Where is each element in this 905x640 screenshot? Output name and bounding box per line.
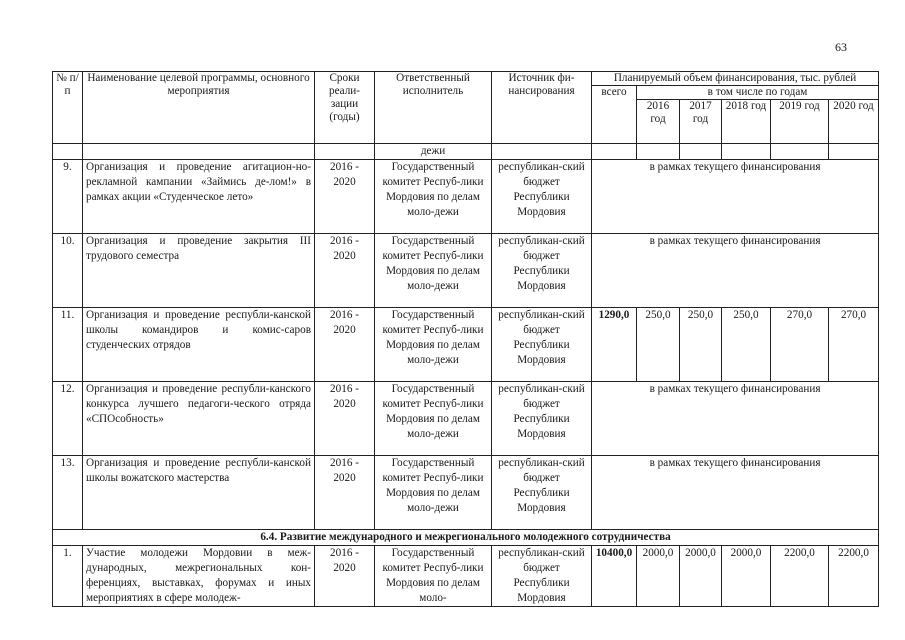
row-year-value: 2000,0 [637,546,680,607]
row-year-value: 2000,0 [722,546,771,607]
row-num: 10. [53,234,83,308]
row-year-value: 250,0 [722,308,771,382]
continuation-row [53,144,879,160]
row-funding-note: в рамках текущего финансирования [592,382,879,456]
row-executor: Государственный комитет Респуб-лики Мордовия по делам моло-дежи [375,234,492,308]
table-row [53,456,879,530]
header-name: Наименование целевой программы, основного мероприятия [83,72,315,144]
header-num: № п/ п [53,72,83,144]
row-year-value: 270,0 [829,308,879,382]
row-num: 11. [53,308,83,382]
table-row [53,308,879,382]
header-funding: Планируемый объем финансирования, тыс. рублей [592,72,879,86]
row-funding-note: в рамках текущего финансирования [592,234,879,308]
row-year-value: 2000,0 [680,546,722,607]
header-source: Источник фи- нансирования [492,72,592,144]
row-period: 2016 - 2020 [315,160,375,234]
row-executor: Государственный комитет Респуб-лики Мордовия по делам моло-дежи [375,456,492,530]
header-row-1 [53,72,879,86]
header-year: 2016 год [637,100,680,144]
header-year: 2019 год [771,100,829,144]
row-total: 10400,0 [592,546,637,607]
row-num: 12. [53,382,83,456]
row-executor: Государственный комитет Респуб-лики Мордовия по делам моло-дежи [375,382,492,456]
row-name: Организация и проведение республи-канского конкурса лучшего педагоги-ческого отряда «СПОсобность» [83,382,315,456]
table-row [53,382,879,456]
executor-cell: дежи [375,144,492,160]
row-funding-note: в рамках текущего финансирования [592,456,879,530]
header-by-years: в том числе по годам [637,86,879,100]
table-row [53,234,879,308]
row-period: 2016 - 2020 [315,308,375,382]
row-source: республикан-ский бюджет Республики Мордовия [492,160,592,234]
row-year-value: 250,0 [637,308,680,382]
table-row [53,546,879,607]
row-funding-note: в рамках текущего финансирования [592,160,879,234]
table-row [53,160,879,234]
row-executor: Государственный комитет Респуб-лики Мордовия по делам моло-дежи [375,160,492,234]
row-period: 2016 - 2020 [315,382,375,456]
row-total: 1290,0 [592,308,637,382]
row-year-value: 2200,0 [829,546,879,607]
section-row [53,530,879,546]
row-period: 2016 - 2020 [315,546,375,607]
header-period: Сроки реали- зации (годы) [315,72,375,144]
row-year-value: 250,0 [680,308,722,382]
row-executor: Государственный комитет Респуб-лики Мордовия по делам моло- [375,546,492,607]
row-name: Участие молодежи Мордовии в меж-дународных, межрегиональных кон-ференциях, выставках, форумах и иных мероприятиях в сфере молодеж- [83,546,315,607]
row-source: республикан-ский бюджет Республики Мордовия [492,234,592,308]
row-name: Организация и проведение республи-канской школы командиров и комис-саров студенческих отрядов [83,308,315,382]
row-num: 1. [53,546,83,607]
row-source: республикан-ский бюджет Республики Мордовия [492,546,592,607]
row-period: 2016 - 2020 [315,456,375,530]
row-year-value: 270,0 [771,308,829,382]
program-table [52,71,879,607]
row-name: Организация и проведение агитацион-но-рекламной кампании «Займись де-лом!» в рамках акции «Студенческое лето» [83,160,315,234]
row-period: 2016 - 2020 [315,234,375,308]
header-year: 2018 год [722,100,771,144]
row-num: 9. [53,160,83,234]
header-year: 2020 год [829,100,879,144]
row-name: Организация и проведение республи-канской школы вожатского мастерства [83,456,315,530]
header-year: 2017 год [680,100,722,144]
row-source: республикан-ский бюджет Республики Мордовия [492,308,592,382]
row-name: Организация и проведение закрытия III трудового семестра [83,234,315,308]
row-num: 13. [53,456,83,530]
header-executor: Ответственный исполнитель [375,72,492,144]
header-total: всего [592,86,637,144]
section-title: 6.4. Развитие международного и межрегионального молодежного сотрудничества [53,530,879,546]
row-executor: Государственный комитет Респуб-лики Мордовия по делам моло-дежи [375,308,492,382]
row-source: республикан-ский бюджет Республики Мордовия [492,382,592,456]
page-number: 63 [835,40,847,54]
row-source: республикан-ский бюджет Республики Мордовия [492,456,592,530]
row-year-value: 2200,0 [771,546,829,607]
